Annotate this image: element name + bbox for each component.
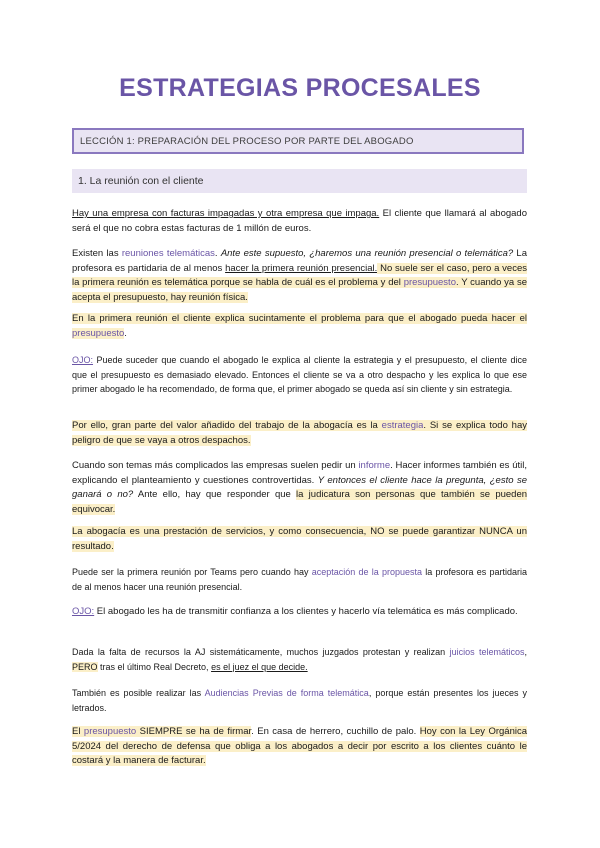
text: . <box>214 248 221 259</box>
highlighted-text: El <box>72 726 84 737</box>
highlighted-text: PERO <box>72 661 98 672</box>
paragraph-7 <box>72 525 527 554</box>
paragraph-3 <box>72 312 527 341</box>
text: Ante ello, hay que responder que <box>133 489 297 500</box>
highlighted-text: Por ello, gran parte del valor añadido del trabajo de la abogacía es la <box>72 420 382 431</box>
text: La profesora es partidaria de al menos <box>72 248 527 274</box>
text: Cuando son temas más complicados las empresas suelen pedir un <box>72 460 359 471</box>
paragraph-1 <box>72 207 527 236</box>
highlighted-text: . Y cuando ya se acepta el presupuesto, hay reunión física. <box>72 277 527 303</box>
paragraph-9 <box>72 605 527 620</box>
term-juicios-telematicos: juicios telemáticos <box>449 647 525 657</box>
text: Dada la falta de recursos la AJ sistemáticamente, muchos juzgados protestan y realizan <box>72 647 450 657</box>
term-aceptacion-propuesta: aceptación de la propuesta <box>311 567 423 577</box>
text: , <box>524 647 527 657</box>
highlighted-text: . Si se explica todo hay peligro de que se vaya a otros despachos. <box>72 420 527 446</box>
term-estrategia: estrategia <box>381 420 424 431</box>
text: También es posible realizar las <box>72 688 205 698</box>
lesson-header: LECCIÓN 1: PREPARACIÓN DEL PROCESO POR PARTE DEL ABOGADO <box>72 128 524 154</box>
paragraph-12 <box>72 725 527 769</box>
term-presupuesto: presupuesto <box>403 277 456 288</box>
paragraph-10 <box>72 645 527 674</box>
term-presupuesto: presupuesto <box>83 726 137 737</box>
highlighted-text: la judicatura son personas que también se pueden equivocar. <box>72 489 528 515</box>
section-header: 1. La reunión con el cliente <box>72 169 527 193</box>
highlighted-text: No suele ser el caso, pero a veces la primera reunión es telemática porque se habla de cuál es el problema y del <box>72 262 527 288</box>
highlighted-text: La abogacía es una prestación de servicios, y como consecuencia, NO se puede garantizar NUNCA un resultado. <box>72 526 527 552</box>
paragraph-11 <box>72 686 527 715</box>
highlighted-text: SIEMPRE se ha de firmar <box>136 726 252 737</box>
paragraph-8 <box>72 565 527 594</box>
underlined-text: hacer la primera reunión presencial. <box>225 262 378 274</box>
text: El abogado les ha de transmitir confianza a los clientes y hacerlo vía telemática es más complicado. <box>94 606 518 617</box>
highlighted-text: En la primera reunión el cliente explica sucintamente el problema para que el abogado pueda hacer el <box>72 313 527 324</box>
ojo-label: OJO: <box>72 606 95 617</box>
page-title: ESTRATEGIAS PROCESALES <box>119 74 481 102</box>
paragraph-6 <box>72 459 527 517</box>
text: la profesora es partidaria de al menos hacer una reunión presencial. <box>72 567 527 592</box>
text: , porque están presentes los jueces y letrados. <box>72 688 528 713</box>
text: Puede ser la primera reunión por Teams pero cuando hay <box>72 567 312 577</box>
text: . Hacer informes también es útil, explicando el planteamiento y cuestiones controvertidas. <box>72 460 527 486</box>
term-reuniones-telematicas: reuniones telemáticas <box>121 248 215 259</box>
paragraph-4 <box>72 353 527 397</box>
paragraph-2 <box>72 247 527 305</box>
highlighted-text: Hoy con la Ley Orgánica 5/2024 del derecho de defensa que obliga a los abogados a decir por escrito a los clientes cuánto le costará y la manera de facturar. <box>72 726 528 766</box>
text: El cliente que llamará al abogado será el que no cobra estas facturas de 1 millón de euros. <box>72 208 527 234</box>
term-audiencias-previas: Audiencias Previas de forma telemática <box>204 688 369 698</box>
ojo-label: OJO: <box>72 355 94 365</box>
text: tras el último Real Decreto, <box>97 661 212 672</box>
paragraph-5 <box>72 419 527 448</box>
term-informe: informe <box>358 460 391 471</box>
italic-question: Y entonces el cliente hace la pregunta, ¿esto se ganará o no? <box>72 474 527 500</box>
underlined-text: Hay una empresa con facturas impagadas y otra empresa que impaga. <box>72 208 380 219</box>
text: Puede suceder que cuando el abogado le explica al cliente la estrategia y el presupuesto, el cliente dice que el presupuesto es demasiado elevado. Entonces el cliente se va a otro despacho y les explica lo que ese primer abogado le ha recomendado, de forma que, el primer abogado se queda así sin cliente y sin estrategia. <box>72 355 527 394</box>
text: . En casa de herrero, cuchillo de palo. <box>251 726 420 737</box>
text: . <box>124 327 127 339</box>
text: Existen las <box>72 248 122 259</box>
italic-question: Ante este supuesto, ¿haremos una reunión presencial o telemática? <box>220 248 514 259</box>
underlined-text: es el juez el que decide. <box>211 661 308 672</box>
term-presupuesto: presupuesto <box>72 327 125 339</box>
